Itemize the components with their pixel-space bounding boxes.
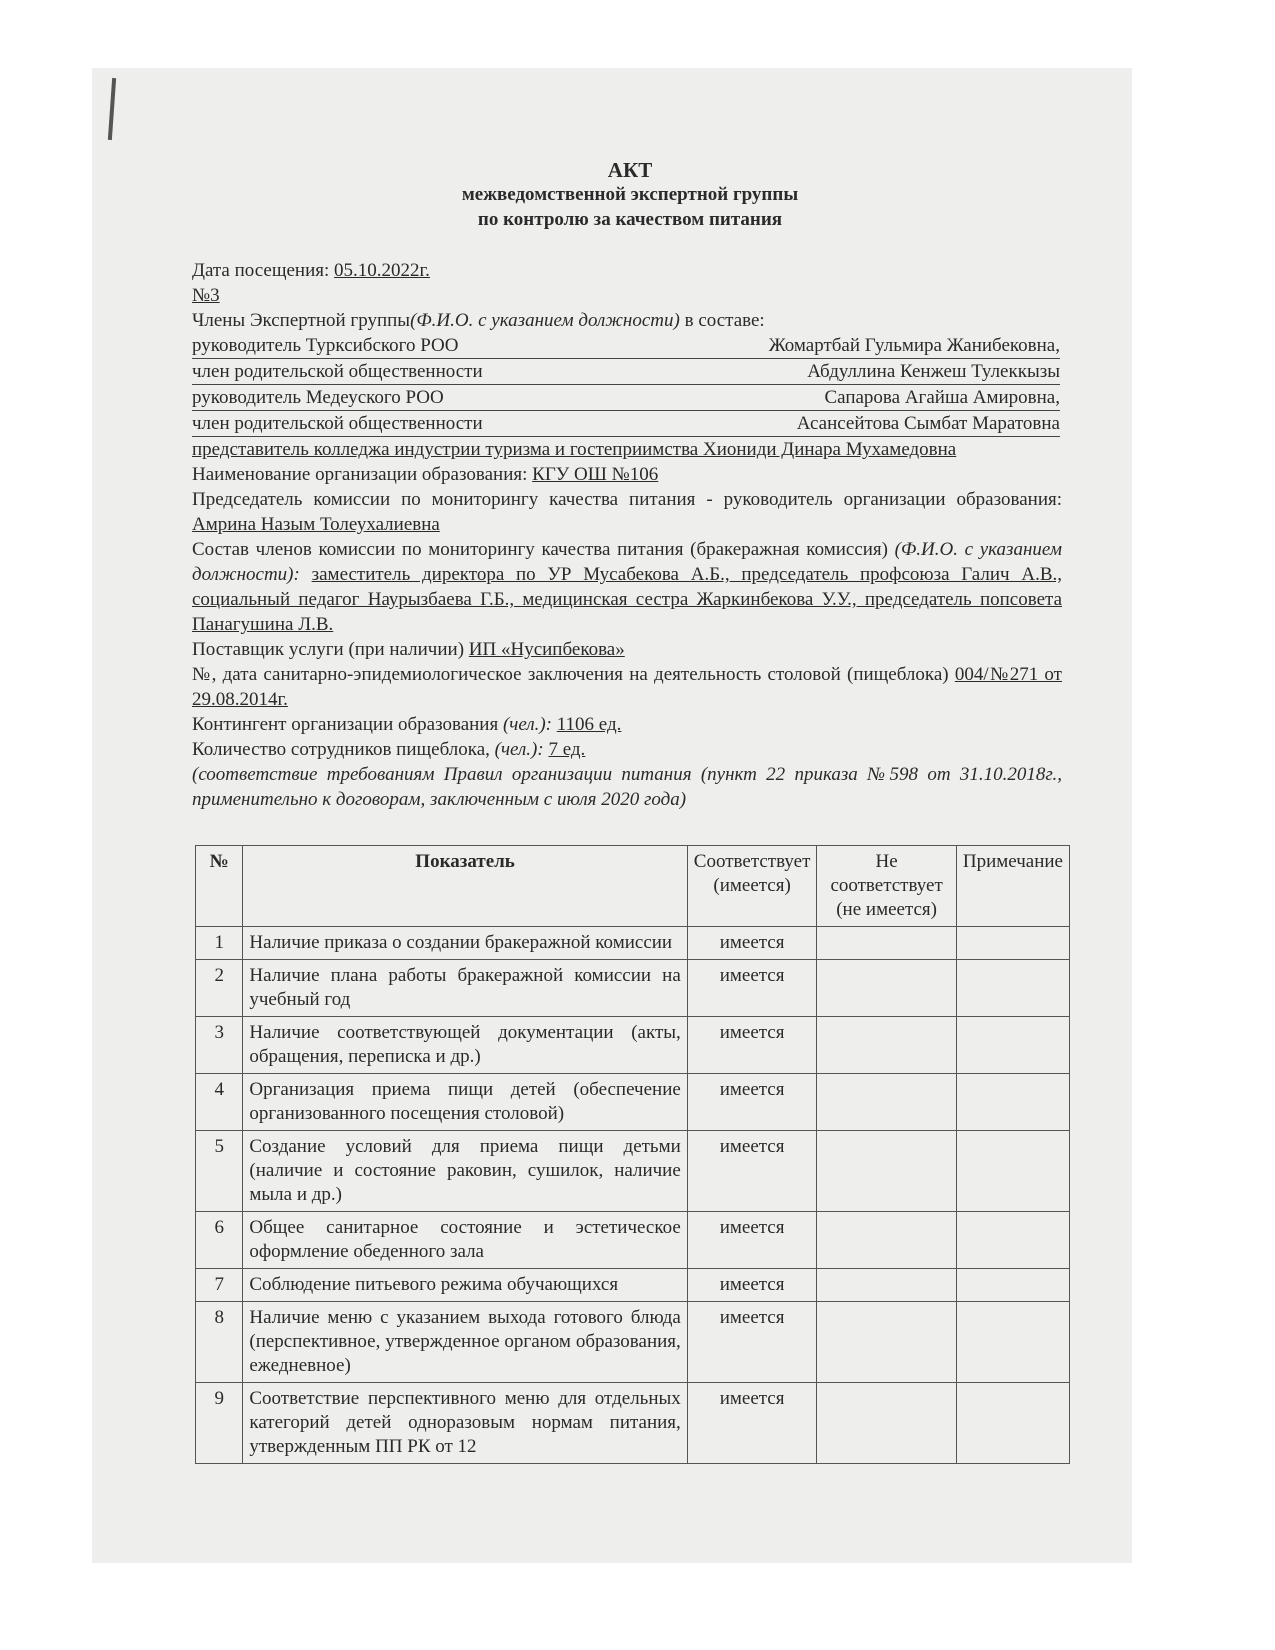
document-subtitle-2: по контролю за качеством питания — [477, 209, 783, 230]
member-name: Асансейтова Сымбат Маратовна — [796, 413, 1060, 434]
row-status: имеется — [687, 1269, 817, 1302]
commission-label: Состав членов комиссии по мониторингу качества питания (бракеражная комиссия) — [192, 539, 895, 560]
chairman-label: Председатель комиссии по мониторингу качества питания - руководитель организации образования: — [192, 489, 1062, 510]
col-header-note: Примечание — [956, 846, 1069, 927]
supplier-line — [192, 637, 1062, 662]
col-header-number: № — [196, 846, 243, 927]
row-not-complies — [817, 1212, 956, 1269]
members-intro-text: Члены Экспертной группы — [192, 310, 411, 331]
row-not-complies — [817, 927, 956, 960]
row-status: имеется — [687, 1212, 817, 1269]
row-indicator: Создание условий для приема пищи детьми (наличие и состояние раковин, сушилок, наличие мыла и др.) — [243, 1131, 687, 1212]
row-number: 4 — [196, 1074, 243, 1131]
row-indicator: Наличие плана работы бракеражной комиссии на учебный год — [243, 960, 687, 1017]
row-indicator: Соответствие перспективного меню для отдельных категорий детей одноразовым нормам питания, утвержденным ПП РК от 12 — [243, 1383, 687, 1464]
staff-label: Количество сотрудников пищеблока, — [192, 739, 495, 760]
row-number: 1 — [196, 927, 243, 960]
row-note — [956, 1383, 1069, 1464]
row-number: 3 — [196, 1017, 243, 1074]
act-number: №3 — [192, 285, 220, 306]
row-indicator: Соблюдение питьевого режима обучающихся — [243, 1269, 687, 1302]
row-note — [956, 927, 1069, 960]
org-line — [192, 462, 1062, 487]
chairman-line — [192, 487, 1062, 537]
table-row — [196, 960, 1070, 1017]
row-note — [956, 1302, 1069, 1383]
row-note — [956, 1131, 1069, 1212]
member-row — [192, 333, 1060, 359]
row-number: 2 — [196, 960, 243, 1017]
member-name: Жомартбай Гульмира Жанибековна, — [768, 335, 1060, 356]
contingent-note: (чел.): — [502, 714, 553, 735]
row-number: 5 — [196, 1131, 243, 1212]
conclusion-label: №, дата санитарно-эпидемиологическое заключения на деятельность столовой (пищеблока) — [192, 664, 955, 685]
row-status: имеется — [687, 1131, 817, 1212]
row-status: имеется — [687, 1017, 817, 1074]
staff-note: (чел.): — [494, 739, 544, 760]
member-role: руководитель Турксибского РОО — [192, 335, 459, 356]
member-role: член родительской общественности — [192, 413, 483, 434]
row-status: имеется — [687, 927, 817, 960]
row-status: имеется — [687, 1383, 817, 1464]
member-name: Сапарова Агайша Амировна, — [824, 387, 1060, 408]
row-not-complies — [817, 1131, 956, 1212]
org-label: Наименование организации образования: — [192, 464, 533, 485]
member-role: член родительской общественности — [192, 361, 483, 382]
row-not-complies — [817, 1302, 956, 1383]
row-not-complies — [817, 1269, 956, 1302]
member-role: руководитель Медеуского РОО — [192, 387, 444, 408]
staff-line — [192, 737, 1062, 762]
table-row — [196, 927, 1070, 960]
commission-note: (Ф.И.О. с указанием должности): — [192, 539, 1062, 585]
members-intro — [192, 308, 1062, 333]
contingent-value: 1106 ед. — [556, 714, 622, 735]
contingent-line — [192, 712, 1062, 737]
conclusion-line — [192, 662, 1062, 712]
commission-members: заместитель директора по УР Мусабекова А.Б., председатель профсоюза Галич А.В., социальный педагог Наурызбаева Г.Б., медицинская сестра Жаркинбекова У.У., председатель попсовета Панагушина Л.В. — [192, 564, 1063, 635]
row-indicator: Наличие приказа о создании бракеражной комиссии — [243, 927, 687, 960]
row-not-complies — [817, 1074, 956, 1131]
document-body — [192, 258, 1062, 812]
row-number: 7 — [196, 1269, 243, 1302]
row-number: 8 — [196, 1302, 243, 1383]
row-note — [956, 1269, 1069, 1302]
row-not-complies — [817, 960, 956, 1017]
row-indicator: Организация приема пищи детей (обеспечение организованного посещения столовой) — [243, 1074, 687, 1131]
row-indicator: Наличие соответствующей документации (акты, обращения, переписка и др.) — [243, 1017, 687, 1074]
row-note — [956, 1212, 1069, 1269]
table-row — [196, 1269, 1070, 1302]
table-row — [196, 1302, 1070, 1383]
col-header-indicator: Показатель — [243, 846, 687, 927]
row-not-complies — [817, 1017, 956, 1074]
member-row — [192, 359, 1060, 385]
visit-date-label: Дата посещения: — [192, 260, 335, 281]
supplier-value: ИП «Нусипбекова» — [468, 639, 625, 660]
visit-date: 05.10.2022г. — [334, 260, 430, 281]
table-row — [196, 1212, 1070, 1269]
col-header-complies: Соответствует (имеется) — [687, 846, 817, 927]
document-title: АКТ — [607, 158, 653, 182]
table-row — [196, 1074, 1070, 1131]
table-header-row — [196, 846, 1070, 927]
row-status: имеется — [687, 1074, 817, 1131]
staff-value: 7 ед. — [548, 739, 586, 760]
member-last: представитель колледжа индустрии туризма и гостеприимства Хиониди Динара Мухамедовна — [192, 439, 957, 460]
visit-date-line — [192, 258, 1062, 283]
row-number: 6 — [196, 1212, 243, 1269]
row-status: имеется — [687, 960, 817, 1017]
org-name: КГУ ОШ №106 — [532, 464, 659, 485]
members-intro-note: (Ф.И.О. с указанием должности) — [410, 310, 680, 331]
supplier-label: Поставщик услуги (при наличии) — [192, 639, 469, 660]
row-note — [956, 960, 1069, 1017]
document-subtitle-1: межведомственной экспертной группы — [461, 184, 799, 205]
conclusion-value: 004/№271 от 29.08.2014г. — [192, 664, 1062, 710]
row-note — [956, 1074, 1069, 1131]
row-indicator: Наличие меню с указанием выхода готового блюда (перспективное, утвержденное органом образования, ежедневное) — [243, 1302, 687, 1383]
row-not-complies — [817, 1383, 956, 1464]
table-row — [196, 1131, 1070, 1212]
indicators-table — [195, 845, 1070, 1464]
table-row — [196, 1017, 1070, 1074]
member-row — [192, 385, 1060, 411]
col-header-not-complies: Не соответствует (не имеется) — [817, 846, 956, 927]
table-row — [196, 1383, 1070, 1464]
row-indicator: Общее санитарное состояние и эстетическое оформление обеденного зала — [243, 1212, 687, 1269]
member-name: Абдуллина Кенжеш Тулеккызы — [807, 361, 1060, 382]
row-note — [956, 1017, 1069, 1074]
row-status: имеется — [687, 1302, 817, 1383]
member-row — [192, 411, 1060, 437]
compliance-note: (соответствие требованиям Правил организации питания (пункт 22 приказа №598 от 31.10.2018г., применительно к договорам, заключенным с июля 2020 года) — [192, 764, 1062, 810]
contingent-label: Контингент организации образования — [192, 714, 503, 735]
members-intro-suffix: в составе: — [679, 310, 765, 331]
commission-block — [192, 537, 1062, 637]
row-number: 9 — [196, 1383, 243, 1464]
chairman-name: Амрина Назым Толеухалиевна — [192, 514, 440, 535]
